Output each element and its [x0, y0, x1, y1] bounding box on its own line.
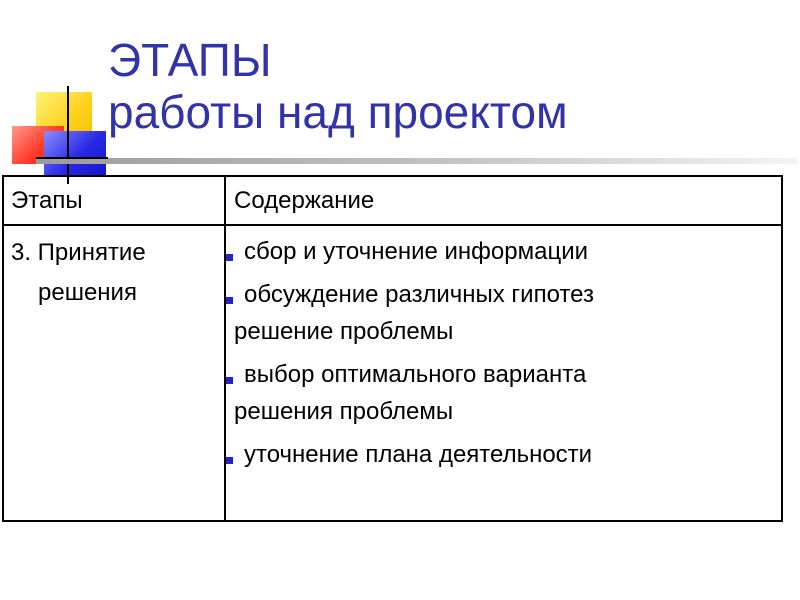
- header-content: Содержание: [234, 187, 375, 214]
- logo-vertical-line: [67, 86, 69, 184]
- stage-name-line-1: 3. Принятие: [11, 239, 146, 266]
- list-item: [222, 356, 778, 430]
- stage-name-line-2: решения: [38, 279, 137, 306]
- square-bullet-icon: [226, 297, 233, 304]
- title-underline-rule: [36, 158, 798, 164]
- title-line-1: ЭТАПЫ: [108, 34, 272, 86]
- slide-title: [108, 34, 568, 138]
- header-stages: Этапы: [11, 187, 83, 214]
- list-item: [222, 233, 778, 270]
- list-item-text: уточнение плана деятельности: [244, 441, 593, 468]
- square-bullet-icon: [226, 457, 233, 464]
- stage-cell: [11, 233, 146, 313]
- list-item: [222, 276, 778, 350]
- stages-table: [2, 175, 783, 522]
- content-cell: [222, 233, 778, 479]
- list-item-text: сбор и уточнение информации: [244, 238, 589, 265]
- list-item: [222, 436, 778, 473]
- list-item-text-continued: решение проблемы: [234, 318, 454, 345]
- logo-blue-square: [44, 131, 106, 175]
- list-item-text-continued: решения проблемы: [234, 398, 454, 425]
- square-bullet-icon: [226, 254, 233, 261]
- list-item-text: обсуждение различных гипотез: [244, 281, 594, 308]
- header-divider: [4, 224, 781, 226]
- title-line-2: работы над проектом: [108, 86, 568, 138]
- list-item-text: выбор оптимального варианта: [244, 361, 587, 388]
- logo-horizontal-line: [36, 157, 108, 159]
- square-bullet-icon: [226, 377, 233, 384]
